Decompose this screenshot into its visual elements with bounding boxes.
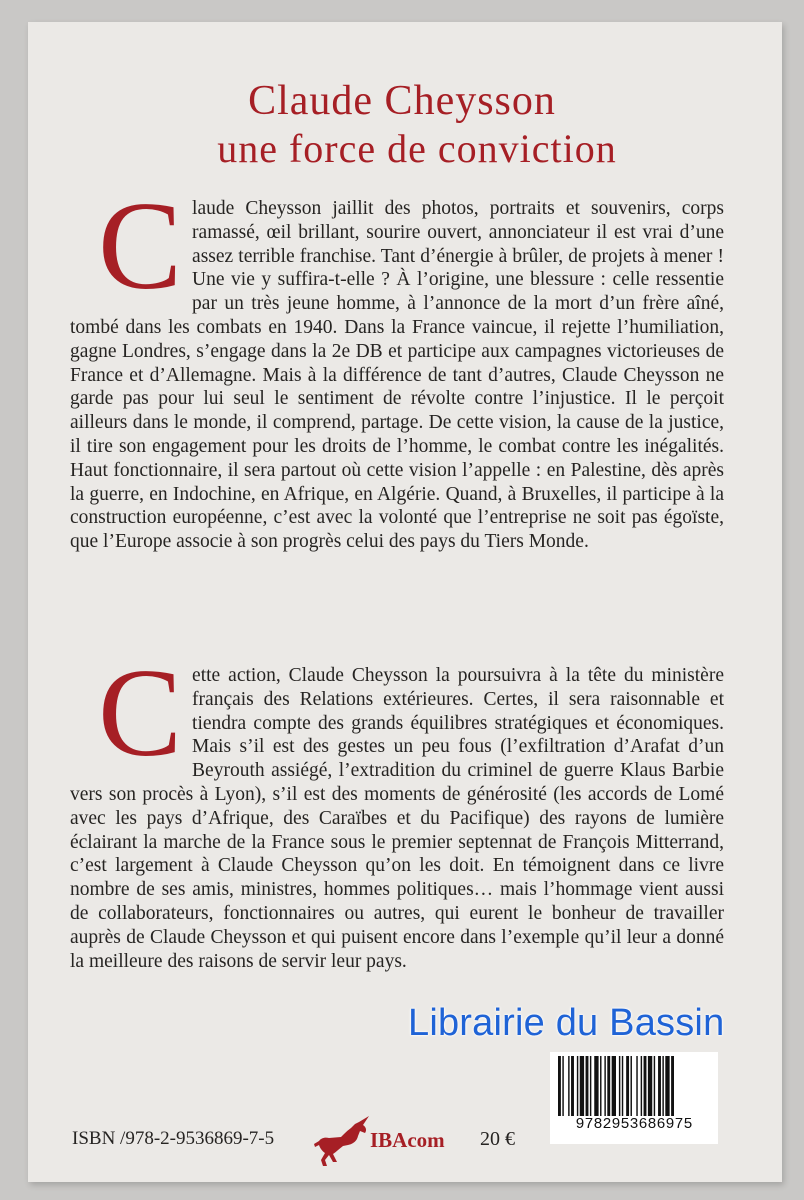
barcode-bar (590, 1056, 591, 1116)
drop-cap: C (98, 644, 183, 783)
barcode-bar (604, 1056, 605, 1116)
barcode-bar (648, 1056, 652, 1116)
barcode-bar (607, 1056, 610, 1116)
barcode-bar (619, 1056, 620, 1116)
barcode-number: 9782953686975 (575, 1116, 693, 1133)
barcode-bar (562, 1056, 563, 1116)
barcode-bar (631, 1056, 632, 1116)
seller-watermark: Librairie du Bassin (408, 1002, 725, 1044)
book-subtitle: une force de conviction (217, 126, 617, 171)
barcode-bar (658, 1056, 661, 1116)
barcode-bar (636, 1056, 637, 1116)
blurb-paragraph-2 (70, 644, 724, 973)
blurb-paragraph-1 (70, 177, 724, 554)
barcode-bar (644, 1056, 647, 1116)
barcode-bar (600, 1056, 601, 1116)
barcode-bar (594, 1056, 598, 1116)
barcode-bar (586, 1056, 589, 1116)
leaping-unicorn-icon (313, 1116, 373, 1168)
barcode-bar (671, 1056, 674, 1116)
drop-cap: C (98, 177, 183, 316)
barcode-bar (580, 1056, 584, 1116)
barcode-bar (612, 1056, 616, 1116)
barcode-bars (558, 1056, 710, 1116)
barcode-bar (568, 1056, 569, 1116)
book-title: Claude Cheysson (248, 78, 556, 124)
paragraph-text: laude Cheysson jaillit des photos, portraits et souvenirs, corps ramassé, œil brillant, sourire ouvert, annonciateur il est vrai d’une assez terrible franchise. Tant d’énergie à brûler, de projets à mener ! Une vie y suffira-t-elle ? À l’origine, une blessure : celle ressentie par un très jeune homme, à l’annonce de la mort d’un frère aîné, tombé dans les combats en 1940. Dans la France vaincue, il rejette l’humiliation, gagne Londres, s’engage dans la 2e DB et participe aux campagnes victorieuses de France et d’Allemagne. Mais à la différence de tant d’autres, Claude Cheysson ne garde pas pour lui seul le sentiment de révolte contre l’injustice. Il le perçoit ailleurs dans le monde, il comprend, partage. De cette vision, la cause de la justice, il tire son engagement pour les droits de l’homme, le combat contre les inégalités. Haut fonctionnaire, il sera partout où cette vision l’appelle : en Palestine, dès après la guerre, en Indochine, en Afrique, en Algérie. Quand, à Bruxelles, il participe à la construction européenne, c’est avec la volonté que l’entreprise ne soit pas égoïste, que l’Europe associe à son progrès celui des pays du Tiers Monde. (70, 198, 724, 553)
barcode-bar (662, 1056, 663, 1116)
barcode-bar (558, 1056, 561, 1116)
barcode-bar (622, 1056, 623, 1116)
publisher-name: IBAcom (370, 1128, 445, 1152)
barcode-bar (626, 1056, 629, 1116)
barcode-bar (654, 1056, 655, 1116)
isbn-label: ISBN /978-2-9536869-7-5 (72, 1128, 275, 1149)
barcode-bar (665, 1056, 669, 1116)
barcode-bar (571, 1056, 574, 1116)
barcode (550, 1052, 718, 1144)
barcode-bar (577, 1056, 578, 1116)
paragraph-text: ette action, Claude Cheysson la poursuivra à la tête du ministère français des Relations extérieures. Certes, il sera raisonnable et tiendra compte des grands équilibres stratégiques et économiques. Mais s’il est des gestes un peu fous (l’exfiltration d’Arafat d’un Beyrouth assiégé, l’extradition du criminel de guerre Klaus Barbie vers son procès à Lyon), s’il est des moments de générosité (les accords de Lomé avec les pays d’Afrique, des Caraïbes et du Pacifique) des rayons de lumière éclairant la marche de la France sous le premier septennat de François Mitterrand, c’est largement à Claude Cheysson qu’on les doit. En témoignent dans ce livre nombre de ses amis, ministres, hommes politiques… mais l’hommage vient aussi de collaborateurs, fonctionnaires ou autres, qui eurent le bonheur de travailler auprès de Claude Cheysson et qui puisent encore dans l’exemple qu’il leur a donné la meilleure des raisons de servir leur pays. (70, 665, 724, 972)
price-label: 20 € (480, 1128, 515, 1150)
barcode-bar (641, 1056, 642, 1116)
